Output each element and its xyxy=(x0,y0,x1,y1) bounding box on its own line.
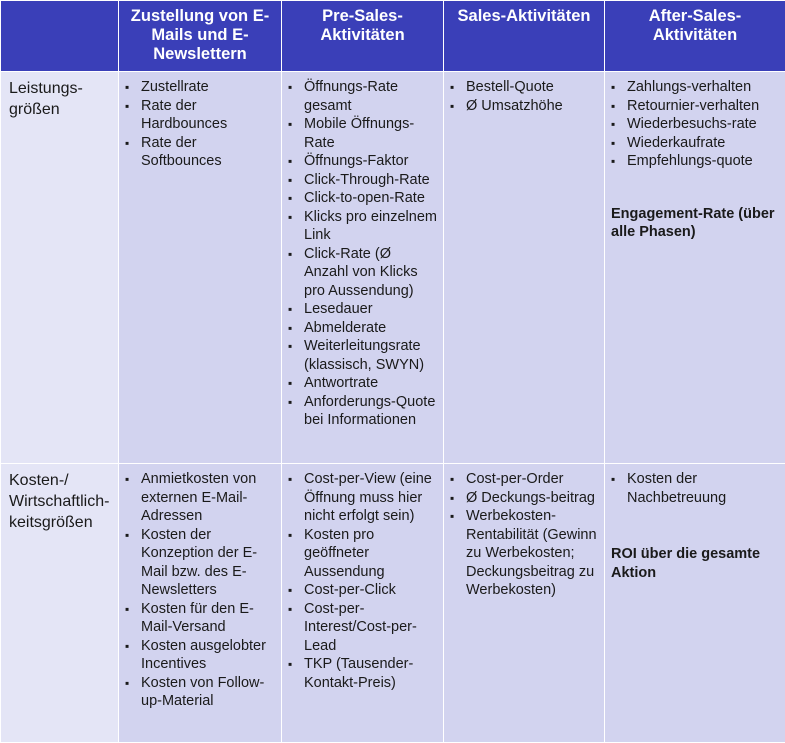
list-item: ▪ Bestell-Quote xyxy=(450,78,598,97)
list-item: ▪ Mobile Öffnungs-Rate xyxy=(288,115,437,152)
bullet-list xyxy=(450,78,598,115)
list-item: ▪ TKP (Tausender-Kontakt-Preis) xyxy=(288,655,437,692)
list-item: ▪ Kosten von Follow-up-Material xyxy=(125,674,275,711)
bullet-list xyxy=(288,78,437,430)
bullet-list xyxy=(450,470,598,600)
header-after-sales: After-Sales-Aktivitäten xyxy=(605,1,785,72)
cell-after-sales xyxy=(605,464,785,743)
list-item: ▪ Antwortrate xyxy=(288,374,437,393)
engagement-rate-note: Engagement-Rate (über alle Phasen) xyxy=(611,205,775,240)
table-row-kosten xyxy=(1,464,785,743)
list-item: ▪ Anmietkosten von externen E-Mail-Adressen xyxy=(125,470,275,526)
cell-sales xyxy=(444,464,605,743)
bullet-list xyxy=(125,78,275,171)
list-item: ▪ Empfehlungs-quote xyxy=(611,152,779,171)
list-item: ▪ Ø Umsatzhöhe xyxy=(450,97,598,116)
list-item: ▪ Rate der Hardbounces xyxy=(125,97,275,134)
list-item: ▪ Retournier-verhalten xyxy=(611,97,779,116)
list-item: ▪ Abmelderate xyxy=(288,319,437,338)
list-item: ▪ Click-Rate (Ø Anzahl von Klicks pro Aussendung) xyxy=(288,245,437,301)
table-row-leistungsgroessen xyxy=(1,72,785,464)
header-corner xyxy=(1,1,119,72)
list-item: ▪ Ø Deckungs-beitrag xyxy=(450,489,598,508)
list-item: ▪ Zustellrate xyxy=(125,78,275,97)
list-item: ▪ Kosten für den E-Mail-Versand xyxy=(125,600,275,637)
list-item: ▪ Cost-per-Click xyxy=(288,581,437,600)
list-item: ▪ Kosten der Nachbetreuung xyxy=(611,470,779,507)
list-item: ▪ Weiterleitungsrate (klassisch, SWYN) xyxy=(288,337,437,374)
list-item: ▪ Kosten der Konzeption der E-Mail bzw. des E-Newsletters xyxy=(125,526,275,600)
bullet-list xyxy=(611,78,779,171)
list-item: ▪ Click-Through-Rate xyxy=(288,171,437,190)
cell-after-sales xyxy=(605,72,785,464)
row-label: Kosten-/ Wirtschaftlich-keitsgrößen xyxy=(1,464,119,743)
cell-zustellung xyxy=(119,72,282,464)
list-item: ▪ Klicks pro einzelnem Link xyxy=(288,208,437,245)
header-row xyxy=(1,1,785,72)
cell-zustellung xyxy=(119,464,282,743)
bullet-list xyxy=(125,470,275,711)
list-item: ▪ Click-to-open-Rate xyxy=(288,189,437,208)
list-item: ▪ Wiederbesuchs-rate xyxy=(611,115,779,134)
list-item: ▪ Öffnungs-Rate gesamt xyxy=(288,78,437,115)
list-item: ▪ Werbekosten-Rentabilität (Gewinn zu Werbekosten; Deckungsbeitrag zu Werbekosten) xyxy=(450,507,598,600)
list-item: ▪ Rate der Softbounces xyxy=(125,134,275,171)
list-item: ▪ Kosten pro geöffneter Aussendung xyxy=(288,526,437,582)
header-pre-sales: Pre-Sales-Aktivitäten xyxy=(282,1,444,72)
list-item: ▪ Cost-per-Interest/Cost-per-Lead xyxy=(288,600,437,656)
bullet-list xyxy=(288,470,437,692)
list-item: ▪ Lesedauer xyxy=(288,300,437,319)
list-item: ▪ Anforderungs-Quote bei Informationen xyxy=(288,393,437,430)
list-item: ▪ Cost-per-Order xyxy=(450,470,598,489)
header-zustellung: Zustellung von E-Mails und E-Newslettern xyxy=(119,1,282,72)
row-label: Leistungs-größen xyxy=(1,72,119,464)
header-sales: Sales-Aktivitäten xyxy=(444,1,605,72)
cell-pre-sales xyxy=(282,72,444,464)
bullet-list xyxy=(611,470,779,507)
list-item: ▪ Kosten ausgelobter Incentives xyxy=(125,637,275,674)
list-item: ▪ Zahlungs-verhalten xyxy=(611,78,779,97)
list-item: ▪ Öffnungs-Faktor xyxy=(288,152,437,171)
cell-sales xyxy=(444,72,605,464)
list-item: ▪ Wiederkaufrate xyxy=(611,134,779,153)
roi-note: ROI über die gesamte Aktion xyxy=(611,546,761,581)
cell-pre-sales xyxy=(282,464,444,743)
list-item: ▪ Cost-per-View (eine Öffnung muss hier nicht erfolgt sein) xyxy=(288,470,437,526)
